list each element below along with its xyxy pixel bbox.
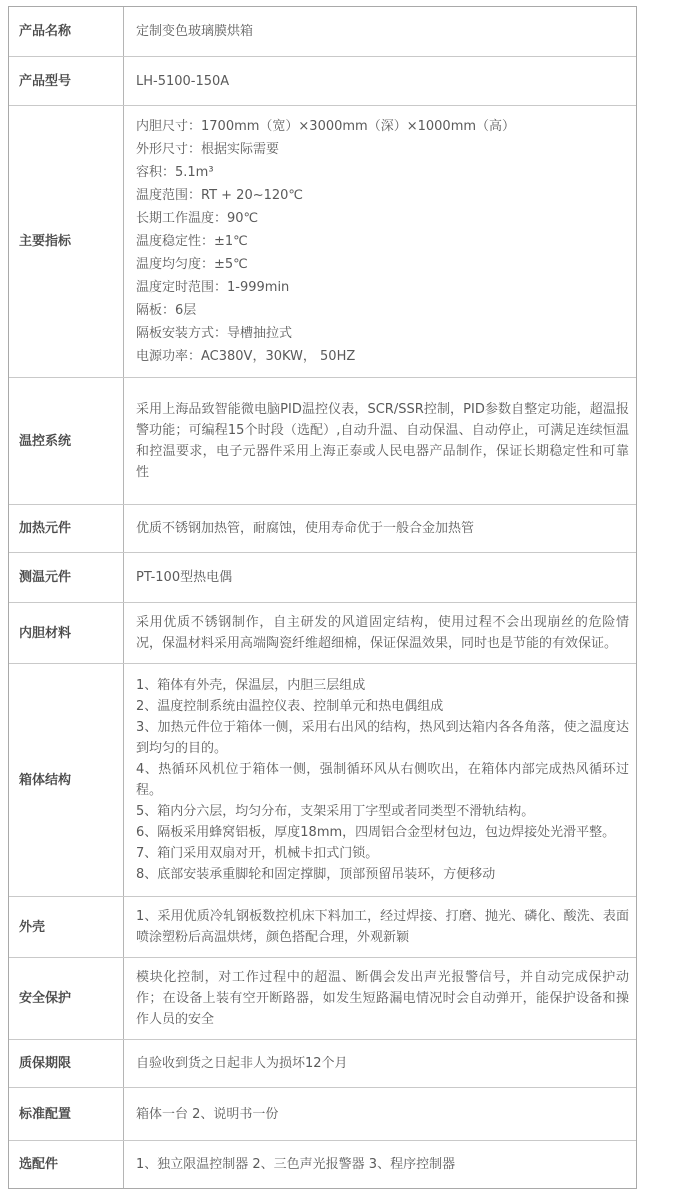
spec-label-cell: 质保期限 <box>9 1040 124 1087</box>
spec-value-line: 容积：5.1m³ <box>136 165 214 180</box>
spec-row <box>9 378 636 505</box>
spec-row <box>9 1088 636 1141</box>
spec-label-cell: 产品名称 <box>9 7 124 56</box>
spec-value-text: 模块化控制，对工作过程中的超温、断偶会发出声光报警信号，并自动完成保护动作；在设备上装有空开断路器，如发生短路漏电情况时会自动弹开，能保护设备和操作人员的安全 <box>136 970 629 1027</box>
spec-value-cell <box>124 1141 636 1188</box>
spec-value-line: 隔板：6层 <box>136 303 197 318</box>
spec-value-cell <box>124 1040 636 1087</box>
spec-value-cell <box>124 106 636 377</box>
spec-value-cell <box>124 553 636 602</box>
spec-value-line: 隔板安装方式：导槽抽拉式 <box>136 326 293 341</box>
spec-value-line: 4、热循环风机位于箱体一侧，强制循环风从右侧吹出，在箱体内部完成热风循环过程。 <box>136 762 629 798</box>
spec-row <box>9 897 636 958</box>
spec-value-line: 3、加热元件位于箱体一侧，采用右出风的结构，热风到达箱内各各角落，使之温度达到均匀的目的。 <box>136 720 629 756</box>
spec-value-text: 采用上海品致智能微电脑PID温控仪表，SCR/SSR控制，PID参数自整定功能，超温报警功能；可编程15个时段（选配）,自动升温、自动保温、自动停止，可满足连续恒温和控温要求，电子元器件采用上海正泰或人民电器产品制作，保证长期稳定性和可靠性 <box>136 402 629 480</box>
spec-row <box>9 664 636 897</box>
spec-value-line: 内胆尺寸：1700mm（宽）×3000mm（深）×1000mm（高） <box>136 119 516 134</box>
spec-value-text: LH-5100-150A <box>136 73 230 89</box>
spec-value-line: 8、底部安装承重脚轮和固定撑脚，顶部预留吊装环，方便移动 <box>136 867 496 882</box>
spec-value-line: 温度范围：RT + 20~120℃ <box>136 188 304 203</box>
spec-label-cell: 温控系统 <box>9 378 124 504</box>
spec-value-line: 1、箱体有外壳，保温层，内胆三层组成 <box>136 678 366 693</box>
spec-label-cell: 选配件 <box>9 1141 124 1188</box>
spec-value-text: PT-100型热电偶 <box>136 570 233 585</box>
spec-label-cell: 测温元件 <box>9 553 124 602</box>
spec-value-text: 自验收到货之日起非人为损坏12个月 <box>136 1056 348 1071</box>
spec-value-cell <box>124 664 636 896</box>
spec-label-cell: 主要指标 <box>9 106 124 377</box>
spec-row <box>9 1040 636 1088</box>
spec-label-cell: 箱体结构 <box>9 664 124 896</box>
spec-value-text: 采用优质不锈钢制作，自主研发的风道固定结构，使用过程不会出现崩丝的危险情况，保温材料采用高端陶瓷纤维超细棉，保证保温效果，同时也是节能的有效保证。 <box>136 615 629 651</box>
spec-value-line: 6、隔板采用蜂窝铝板，厚度18mm，四周铝合金型材包边，包边焊接处光滑平整。 <box>136 825 616 840</box>
spec-value-line: 长期工作温度：90℃ <box>136 211 259 226</box>
spec-value-text: 1、采用优质冷轧钢板数控机床下料加工，经过焊接、打磨、抛光、磷化、酸洗、表面喷涂塑粉后高温烘烤，颜色搭配合理，外观新颖 <box>136 909 629 945</box>
product-spec-table <box>8 6 637 1189</box>
spec-label-cell: 标准配置 <box>9 1088 124 1140</box>
spec-value-cell <box>124 505 636 552</box>
spec-value-cell <box>124 57 636 105</box>
spec-row <box>9 1141 636 1188</box>
spec-row <box>9 505 636 553</box>
spec-label-cell: 外壳 <box>9 897 124 957</box>
spec-value-cell <box>124 378 636 504</box>
spec-value-text: 定制变色玻璃膜烘箱 <box>136 24 254 39</box>
spec-value-text: 优质不锈钢加热管，耐腐蚀，使用寿命优于一般合金加热管 <box>136 521 475 536</box>
spec-row <box>9 106 636 378</box>
spec-value-line: 5、箱内分六层，均匀分布，支架采用丁字型或者同类型不滑轨结构。 <box>136 804 535 819</box>
spec-label-cell: 内胆材料 <box>9 603 124 663</box>
spec-value-line: 温度稳定性：±1℃ <box>136 234 248 249</box>
spec-value-cell <box>124 1088 636 1140</box>
spec-value-cell <box>124 603 636 663</box>
spec-row <box>9 553 636 603</box>
spec-label-cell: 加热元件 <box>9 505 124 552</box>
spec-row <box>9 958 636 1040</box>
spec-value-text: 箱体一台 2、说明书一份 <box>136 1106 279 1122</box>
spec-row <box>9 7 636 57</box>
spec-value-cell <box>124 958 636 1039</box>
spec-value-line: 电源功率：AC380V，30KW， 50HZ <box>136 349 356 364</box>
spec-value-line: 温度定时范围：1-999min <box>136 280 290 295</box>
spec-value-text: 1、独立限温控制器 2、三色声光报警器 3、程序控制器 <box>136 1157 456 1172</box>
spec-label-cell: 安全保护 <box>9 958 124 1039</box>
spec-row <box>9 57 636 106</box>
spec-label-cell: 产品型号 <box>9 57 124 105</box>
spec-value-line: 2、温度控制系统由温控仪表、控制单元和热电偶组成 <box>136 699 444 714</box>
spec-value-line: 外形尺寸：根据实际需要 <box>136 142 280 157</box>
spec-value-cell <box>124 7 636 56</box>
spec-row <box>9 603 636 664</box>
spec-value-line: 7、箱门采用双扇对开，机械卡扣式门锁。 <box>136 846 379 861</box>
spec-value-line: 温度均匀度：±5℃ <box>136 257 248 272</box>
spec-value-cell <box>124 897 636 957</box>
